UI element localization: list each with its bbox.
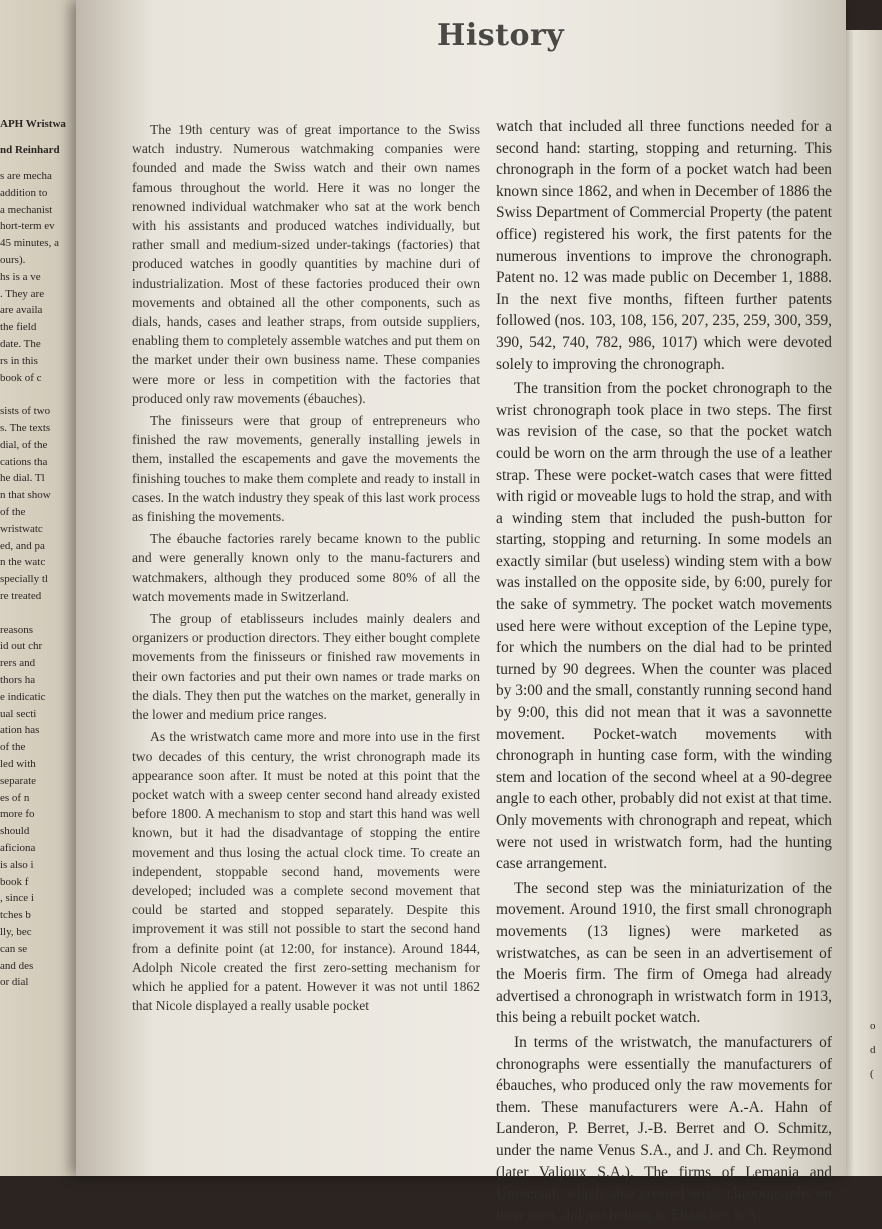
left-page-line: n the watc <box>0 556 46 569</box>
left-page-line: . They are <box>0 287 45 300</box>
paragraph: In terms of the wristwatch, the manufacturers of chronographs were essentially the manufacturers of ébauches, who produced only the raw movements for them. These manufacturers were A.-A. Hahn of Landeron, P. Berret, J.-B. Berret and O. Schmitz, under the name Venus S.A., and J. and Ch. Reymond (later Valjoux S.A.). The firms of Lemania and Universal, which also created wrist chronographs on their own, did not belong to Ebauches S.A. <box>496 1033 832 1224</box>
left-page-line: , since i <box>0 892 34 905</box>
right-page-line: o <box>870 1020 876 1032</box>
left-page-line: ation has <box>0 724 40 737</box>
left-page-line: es of n <box>0 791 30 804</box>
left-page-line: rers and <box>0 657 36 670</box>
left-page-line: specially tl <box>0 573 48 586</box>
left-page-line: wristwatc <box>0 522 43 535</box>
left-page-line: tches b <box>0 909 31 922</box>
left-page-line: 45 minutes, a <box>0 237 59 250</box>
left-page-line: the field <box>0 321 37 334</box>
left-page-line: he dial. Tl <box>0 472 45 485</box>
left-page-line: id out chr <box>0 640 43 653</box>
left-page-line: more fo <box>0 808 35 821</box>
right-page-line: d <box>870 1044 876 1056</box>
left-page-line: n that show <box>0 489 51 502</box>
left-page-line: aficiona <box>0 842 36 854</box>
left-page-line: cations tha <box>0 455 48 468</box>
left-page-line: s. The texts <box>0 422 51 434</box>
left-page-line: reasons <box>0 623 33 636</box>
left-page-line: APH Wristwa <box>0 118 66 130</box>
page-title: History <box>437 18 565 53</box>
left-page-line: ed, and pa <box>0 539 45 552</box>
paragraph: The group of etablisseurs includes mainly dealers and organizers or production directors. They either bought complete movements from the finisseurs or finished raw movements in their own factories and put their own names or trade marks on the dials. They then put the watches on the market, generally in the lower and medium price ranges. <box>132 611 480 723</box>
left-page-line: lly, bec <box>0 926 32 938</box>
left-text-column <box>132 120 480 1018</box>
paragraph: The ébauche factories rarely became known to the public and were generally known only to the manu-facturers and watchmakers, although they produced some 80% of all the watch movements made in Switzerland. <box>132 531 480 604</box>
left-page-line: re treated <box>0 590 42 602</box>
left-page-line: date. The <box>0 338 41 350</box>
paragraph: As the wristwatch came more and more into use in the first two decades of this century, the wrist chronograph made its appearance soon after. It must be noted at this point that the pocket watch with a sweep center second hand already existed before 1800. A mechanism to stop and start this hand was well known, but it had the disadvantage of stopping the entire movement and thus losing the actual clock time. To create an independent, stoppable second hand, movements were developed; included was a complete second movement that could be started and stopped separately. Despite this improvement it was still not possible to start the second hand from a definite point (at 12:00, for instance). Around 1844, Adolph Nicole created the first zero-setting mechanism for which he applied for a patent. However it was not until 1862 that Nicole displayed a really usable pocket <box>132 729 480 1014</box>
left-page-line: nd Reinhard <box>0 144 60 156</box>
paragraph: The 19th century was of great importance to the Swiss watch industry. Numerous watchmaking companies were founded and made the Swiss watch and their own names famous throughout the world. Here it was no longer the renowned individual watchmaker who sat at the work bench with his assistants and produced watches individually, but rather small and medium-sized under-takings (factories) that produced watches in goodly quantities by machine duri of industrialization. Most of these factories produced their own movements and obtained all the other components, such as dials, hands, cases and leather straps, from outside suppliers, enabling them to completely assemble watches and put them on the market under their own business name. These companies were more or less in competition with the factories that produced only raw movements (ébauches). <box>132 122 480 406</box>
right-page-line: ( <box>870 1068 874 1080</box>
left-page-line: dial, of the <box>0 438 48 451</box>
left-page-line: ours). <box>0 254 26 266</box>
paragraph: The second step was the miniaturization of the movement. Around 1910, the first small chronograph movements (13 lignes) were marketed as wristwatches, as can be seen in an advertisement of the Moeris firm. The firm of Omega had already advertised a chronograph in wristwatch form in 1913, this being a rebuilt pocket watch. <box>496 879 832 1027</box>
left-page-line: and des <box>0 959 34 972</box>
paragraph: The finisseurs were that group of entrepreneurs who finished the raw movements, generally installing jewels in them, installed the escapements and gave the movements the finishing touches to make them complete and ready to install in cases. In the watch industry they speak of this last work process as finishing the movements. <box>132 413 480 525</box>
left-page-line: hs is a ve <box>0 270 41 283</box>
left-page-line: of the <box>0 506 26 518</box>
paragraph: The transition from the pocket chronograph to the wrist chronograph took place in two steps. The first was revision of the case, so that the pocket watch could be worn on the arm through the use of a leather strap. These were pocket-watch cases that were fitted with rigid or moveable lugs to hold the strap, and with a winding stem that included the push-button for starting, stopping and returning. In some models an exactly similar (but useless) winding stem with a bow was installed on the opposite side, by 6:00, purely for the sake of symmetry. The pocket watch movements used here were without exception of the Lepine type, for which the numbers on the dial had to be printed turned by 90 degrees. When the counter was placed by 3:00 and the small, constantly running second hand by 9:00, this did not mean that it was a savonnette movement. Pocket-watch movements with chronograph in hunting case form, with the winding stem and location of the second wheel at a 90-degree angle to each other, probably did not exist at that time. Only movements with chronograph and repeat, which were not used in wristwatch form, had the hunting case arrangement. <box>496 380 832 873</box>
left-page-line: a mechanist <box>0 203 53 216</box>
left-page-line: hort-term ev <box>0 220 55 233</box>
left-page-line: separate <box>0 774 37 787</box>
left-page-line: sists of two <box>0 405 51 418</box>
left-page-line: is also i <box>0 858 34 871</box>
left-page-line: led with <box>0 758 36 770</box>
left-page-line: thors ha <box>0 674 36 686</box>
right-text-column <box>496 116 832 1229</box>
left-page-line: book f <box>0 875 29 888</box>
left-page-line: rs in this <box>0 354 38 367</box>
left-page-line: s are mecha <box>0 170 52 182</box>
left-page-line: e indicatic <box>0 690 46 703</box>
left-page-line: or dial <box>0 976 29 989</box>
left-page-line: should <box>0 825 30 838</box>
paragraph: watch that included all three functions needed for a second hand: starting, stopping and returning. This chronograph in the form of a pocket watch had been known since 1862, and when in December of 1886 the Swiss Department of Commercial Property (the patent office) registered his work, the first patents for the numerous inventions to improve the chronograph. Patent no. 12 was made public on December 1, 1888. In the next five months, fifteen further patents followed (nos. 103, 108, 156, 207, 235, 259, 300, 359, 390, 542, 740, 782, 986, 1017) which were devoted solely to improving the chronograph. <box>496 118 832 373</box>
left-page-line: are availa <box>0 304 43 317</box>
left-page-line: can se <box>0 942 28 955</box>
left-page-line: book of c <box>0 371 42 384</box>
left-page-line: ual secti <box>0 707 37 720</box>
left-page-line: of the <box>0 741 26 754</box>
left-page-line: addition to <box>0 186 48 199</box>
